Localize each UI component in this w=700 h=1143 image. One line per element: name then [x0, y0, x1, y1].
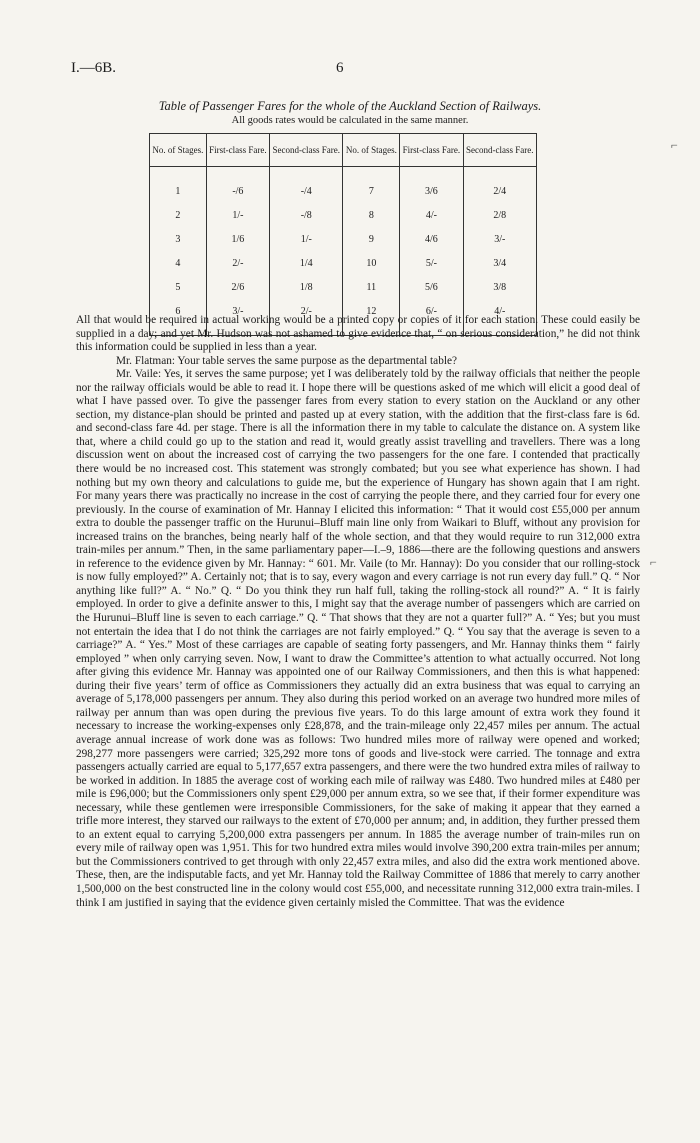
- header-first-class: First-class Fare.: [400, 134, 463, 167]
- table-cell: 7: [343, 179, 400, 203]
- header-stages: No. of Stages.: [150, 134, 207, 167]
- table-cell: 8: [343, 203, 400, 227]
- table-subtitle: All goods rates would be calculated in the same manner.: [231, 115, 469, 126]
- table-cell: 2: [150, 203, 207, 227]
- table-cell: -/8: [270, 203, 343, 227]
- table-cell: 3/-: [494, 233, 506, 245]
- table-row: [150, 203, 537, 227]
- table-cell: 3/6: [400, 179, 463, 203]
- header-first-class: First-class Fare.: [206, 134, 269, 167]
- table-cell: 4: [150, 251, 207, 275]
- page-number: 6: [336, 60, 344, 76]
- margin-mark: ⌐: [650, 555, 657, 569]
- table-cell: 5: [150, 275, 207, 299]
- table-row: [150, 251, 537, 275]
- table-row: [150, 227, 537, 251]
- table-cell: 1/-: [206, 203, 269, 227]
- table-cell: 2/-: [206, 251, 269, 275]
- table-cell: 3: [150, 227, 207, 251]
- table-cell: 4/-: [494, 305, 506, 317]
- table-cell: 2/4: [493, 185, 507, 197]
- paragraph: All that would be required in actual working would be a printed copy or copies of it for each station. These could easily be supplied in a day; and yet Mr. Hudson was not ashamed to give evidence that, “ on serious consideration,” he did not think this information could be supplied in less than a year.: [76, 314, 640, 354]
- paragraph: Mr. Vaile: Yes, it serves the same purpose; yet I was deliberately told by the railway officials that neither the people nor the railway officials would be able to read it. I hope there will be questions asked of me which will elicit a good deal of what I have passed over. To give the passenger fares from every station to every station on the Auckland or any other section, my distance-plan should be printed and pasted up at every station, with the addition that the first-class fare is 6d. and second-class fare 4d. per stage. There is all the information there in my table to calculate the distance on. A system like that, where a child could go up to the station and read it, would greatly assist travelling and travellers. There was a long discussion went on about the increased cost of carrying the two passengers for the one fare. I contended that practically there would be no increased cost. This statement was strongly combated; but you see what experience has shown. I had nothing but my own theory and calculations to guide me, but the experience of Hungary has shown again that I am right. For many years there was practically no increase in the cost of carrying the people there, and they carried four for every one previously. In the course of examination of Mr. Hannay I elicited this information: “ That it would cost £55,000 per annum extra to double the passenger traffic on the Hurunui–Bluff main line only from Waikari to Bluff, without any provision for increased trains on the branches, being nearly half of the whole section, and that they would require to run 312,000 extra train-miles per annum.” Then, in the same parliamentary paper—I.–9, 1886—there are the following questions and answers in reference to the evidence given by Mr. Hannay: “ 601. Mr. Vaile (to Mr. Hannay): Do you consider that our rolling-stock is now fully employed?” A. Certainly not; that is to say, every wagon and every carriage is not run every day full.” Q. “ Nor anything like full?” A. “ No.” Q. “ Do you think they run half full, taking the rolling-stock all round?” A. “ It is fairly employed. In order to give a definite answer to this, I might say that the average number of passengers which are carried on the Hurunui–Bluff line is seven to each carriage.” Q. “ That shows that they are not a quarter full?” A. “ Yes; but you must not entertain the idea that I do not think the carriages are not fairly employed.” Q. “ You say that the average is seven to a carriage?” A. “ Yes.” Most of these carriages are capable of seating forty passengers, and Mr. Hannay thinks them “ fairly employed ” when only carrying seven. Now, I want to draw the Committee’s attention to what actually occurred. Not long after giving this evidence Mr. Hannay was appointed one of our Railway Commissioners, and then this is what happened: during their five years’ term of office as Commissioners they actually did an extra business that was equal to carrying an average of 5,178,000 passengers per annum. They also during this period worked on an average two hundred more miles of railway per annum than was open during the previous five years. To do this large amount of extra work they found it necessary to increase the working-expenses only £28,878, and the train-mileage only 22,457 miles per annum. The actual average annual increase of work done was as follows: Two hundred miles more of railway were opened and worked; 298,277 more passengers were carried; 325,292 more tons of goods and live-stock were carried. The tonnage and extra passengers actually carried are equal to 5,177,657 extra passengers, and there were the two hundred extra miles of railway to be worked in addition. In 1885 the average cost of working each mile of railway was £480. Two hundred miles at £480 per mile is £96,000; but the Commissioners only spent £29,000 per annum extra, so we see that, if their former expenditure was necessary, while these gentlemen were irresponsible Commissioners, for the sake of making it appear that they earned a trifle more interest, they starved our railways to the extent of £70,000 per annum; and, in addition, they further pressed them to an extent equal to carrying 5,200,000 extra passengers per annum. In 1885 the average number of train-miles run on every mile of railway open was 1,951. This for two hundred extra miles would involve 390,200 extra train-miles per annum; but the Commissioners contrived to get through with only 22,457 extra miles, and also did the extra work mentioned above. These, then, are the indisputable facts, and yet Mr. Hannay told the Railway Committee of 1886 that merely to carry another 1,500,000 on the best constructed line in the colony would cost £55,000, and necessitate running 312,000 extra train-miles. I think I am justified in saying that the evidence given certainly misled the Committee. That was the evidence: [76, 368, 641, 909]
- table-cell: -/4: [270, 179, 343, 203]
- table-title: Table of Passenger Fares for the whole of the Auckland Section of Railways.: [158, 99, 542, 113]
- table-cell: 1/-: [270, 227, 343, 251]
- document-reference: I.—6B.: [71, 60, 116, 76]
- margin-mark: ⌐: [671, 138, 678, 152]
- table-cell: 4/-: [400, 203, 463, 227]
- table-cell: -/6: [206, 179, 269, 203]
- paragraph: Mr. Flatman: Your table serves the same purpose as the departmental table?: [116, 354, 458, 367]
- table-cell: 1/8: [270, 275, 343, 299]
- table-cell: 5/-: [400, 251, 463, 275]
- table-cell: 1/4: [270, 251, 343, 275]
- table-cell: 2/8: [493, 209, 507, 221]
- table-cell: 2/6: [206, 275, 269, 299]
- table-cell: 12: [343, 299, 400, 323]
- table-row: [150, 179, 537, 203]
- body-text: [76, 314, 640, 910]
- table-header-row: [150, 134, 537, 167]
- table-cell: 3/-: [206, 299, 269, 323]
- table-cell: 1: [150, 179, 207, 203]
- table-cell: 3/4: [493, 257, 507, 269]
- table-cell: 5/6: [400, 275, 463, 299]
- table-cell: 1/6: [206, 227, 269, 251]
- table-cell: 6/-: [400, 299, 463, 323]
- fares-table: [149, 133, 537, 336]
- table-cell: 9: [343, 227, 400, 251]
- table-cell: 11: [343, 275, 400, 299]
- header-stages: No. of Stages.: [343, 134, 400, 167]
- header-second-class: Second-class Fare.: [270, 134, 343, 167]
- table-cell: 10: [343, 251, 400, 275]
- table-cell: 4/6: [400, 227, 463, 251]
- table-cell: 3/8: [493, 281, 507, 293]
- table-row: [150, 275, 537, 299]
- header-second-class: Second-class Fare.: [463, 134, 536, 167]
- table-cell: 2/-: [270, 299, 343, 323]
- table-cell: 6: [150, 299, 207, 323]
